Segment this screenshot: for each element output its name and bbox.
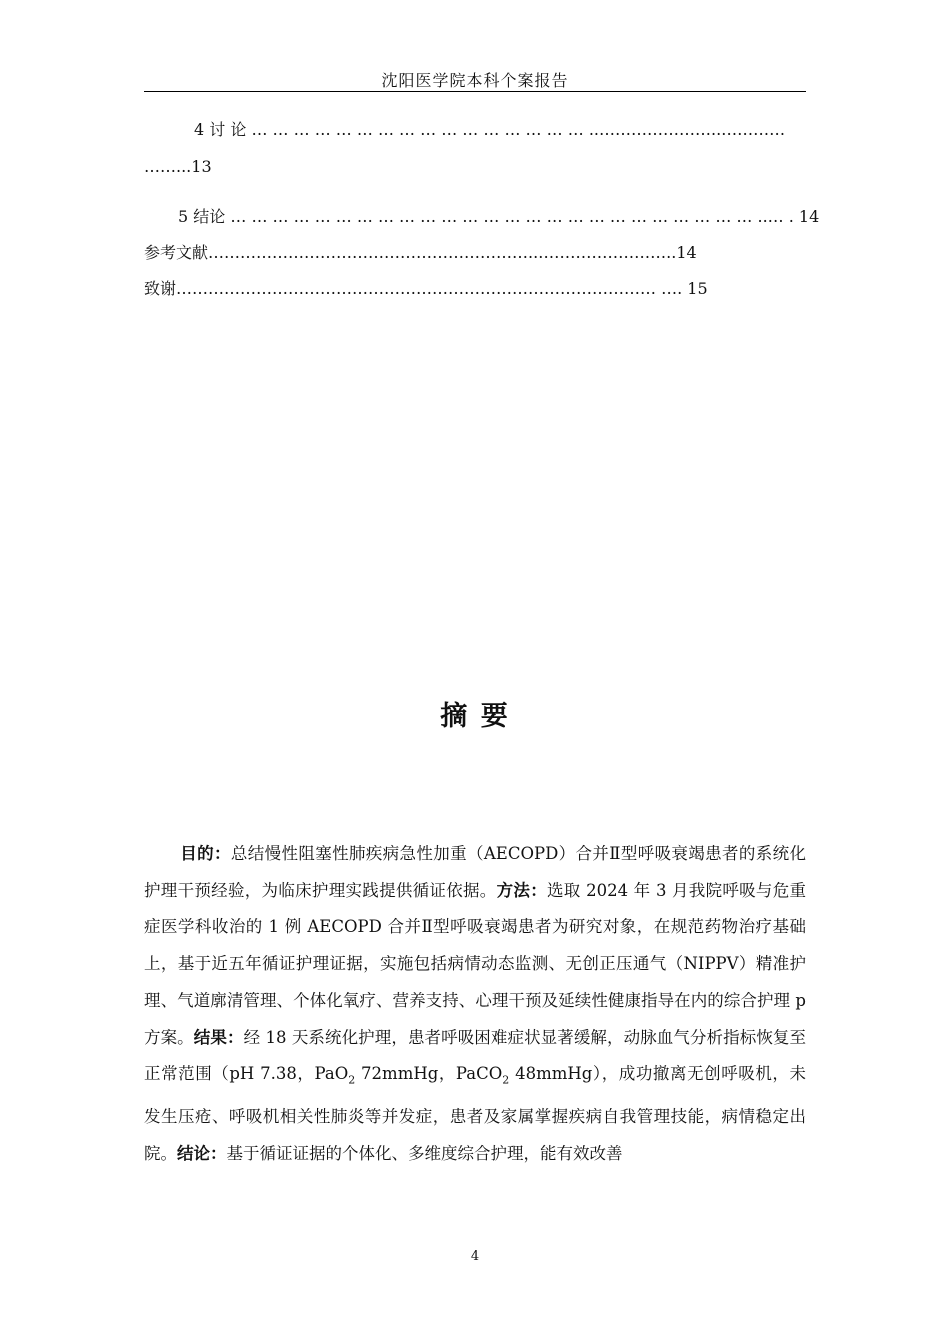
keyword-method: 方法： — [496, 880, 547, 900]
page-number: 4 — [470, 1249, 480, 1264]
header-rule — [144, 91, 806, 92]
abstract-body: 目的：总结慢性阻塞性肺疾病急性加重（AECOPD）合并Ⅱ型呼吸衰竭患者的系统化护理干预经验，为临床护理实践提供循证依据。方法：选取 2024 年 3 月我院呼吸与危重症医学科收治的 1 例 AECOPD 合并Ⅱ型呼吸衰竭患者为研究对象，在规范药物治疗基础上，基于近五年循证护理证据，实施包括病情动态监测、无创正压通气（NIPPV）精准护理、气道廓清管理、个体化氧疗、营养支持、心理干预及延续性健康指导在内的综合护理 p 方案。结果：经 18 天系统化护理，患者呼吸困难症状显著缓解，动脉血气分析指标恢复至正常范围（pH 7.38，PaO$_2$ 72mmHg，PaCO$_2$ 48mmHg），成功撤离无创呼吸机，未发生压疮、呼吸机相关性肺炎等并发症，患者及家属掌握疾病自我管理技能，病情稳定出院。结论：基于循证证据的个体化、多维度综合护理，能有效改善 — [144, 844, 807, 1163]
keyword-purpose: 目的： — [180, 844, 231, 863]
abstract-title: 摘 要 — [440, 701, 510, 732]
toc-entry-discussion-page: ……...13 — [144, 157, 212, 176]
toc-entry-discussion: 4 讨 论 … … … … … … … … … … … … … … … … ..…………………..………… — [194, 120, 786, 139]
keyword-conclusion: 结论： — [177, 1143, 227, 1163]
page-header: 沈阳医学院本科个案报告 — [381, 71, 569, 90]
keyword-result: 结果： — [193, 1027, 244, 1047]
toc-entry-conclusion: 5 结论 … … … … … … … … … … … … … … … … … … … … … … … … … ..… . 14 — [178, 207, 820, 226]
toc-entry-references: 参考文献……………………………………………………..……………………..14 — [144, 243, 697, 262]
toc-entry-acknowledgements: 致谢……………………………………………………………………………… …. 15 — [144, 279, 708, 298]
